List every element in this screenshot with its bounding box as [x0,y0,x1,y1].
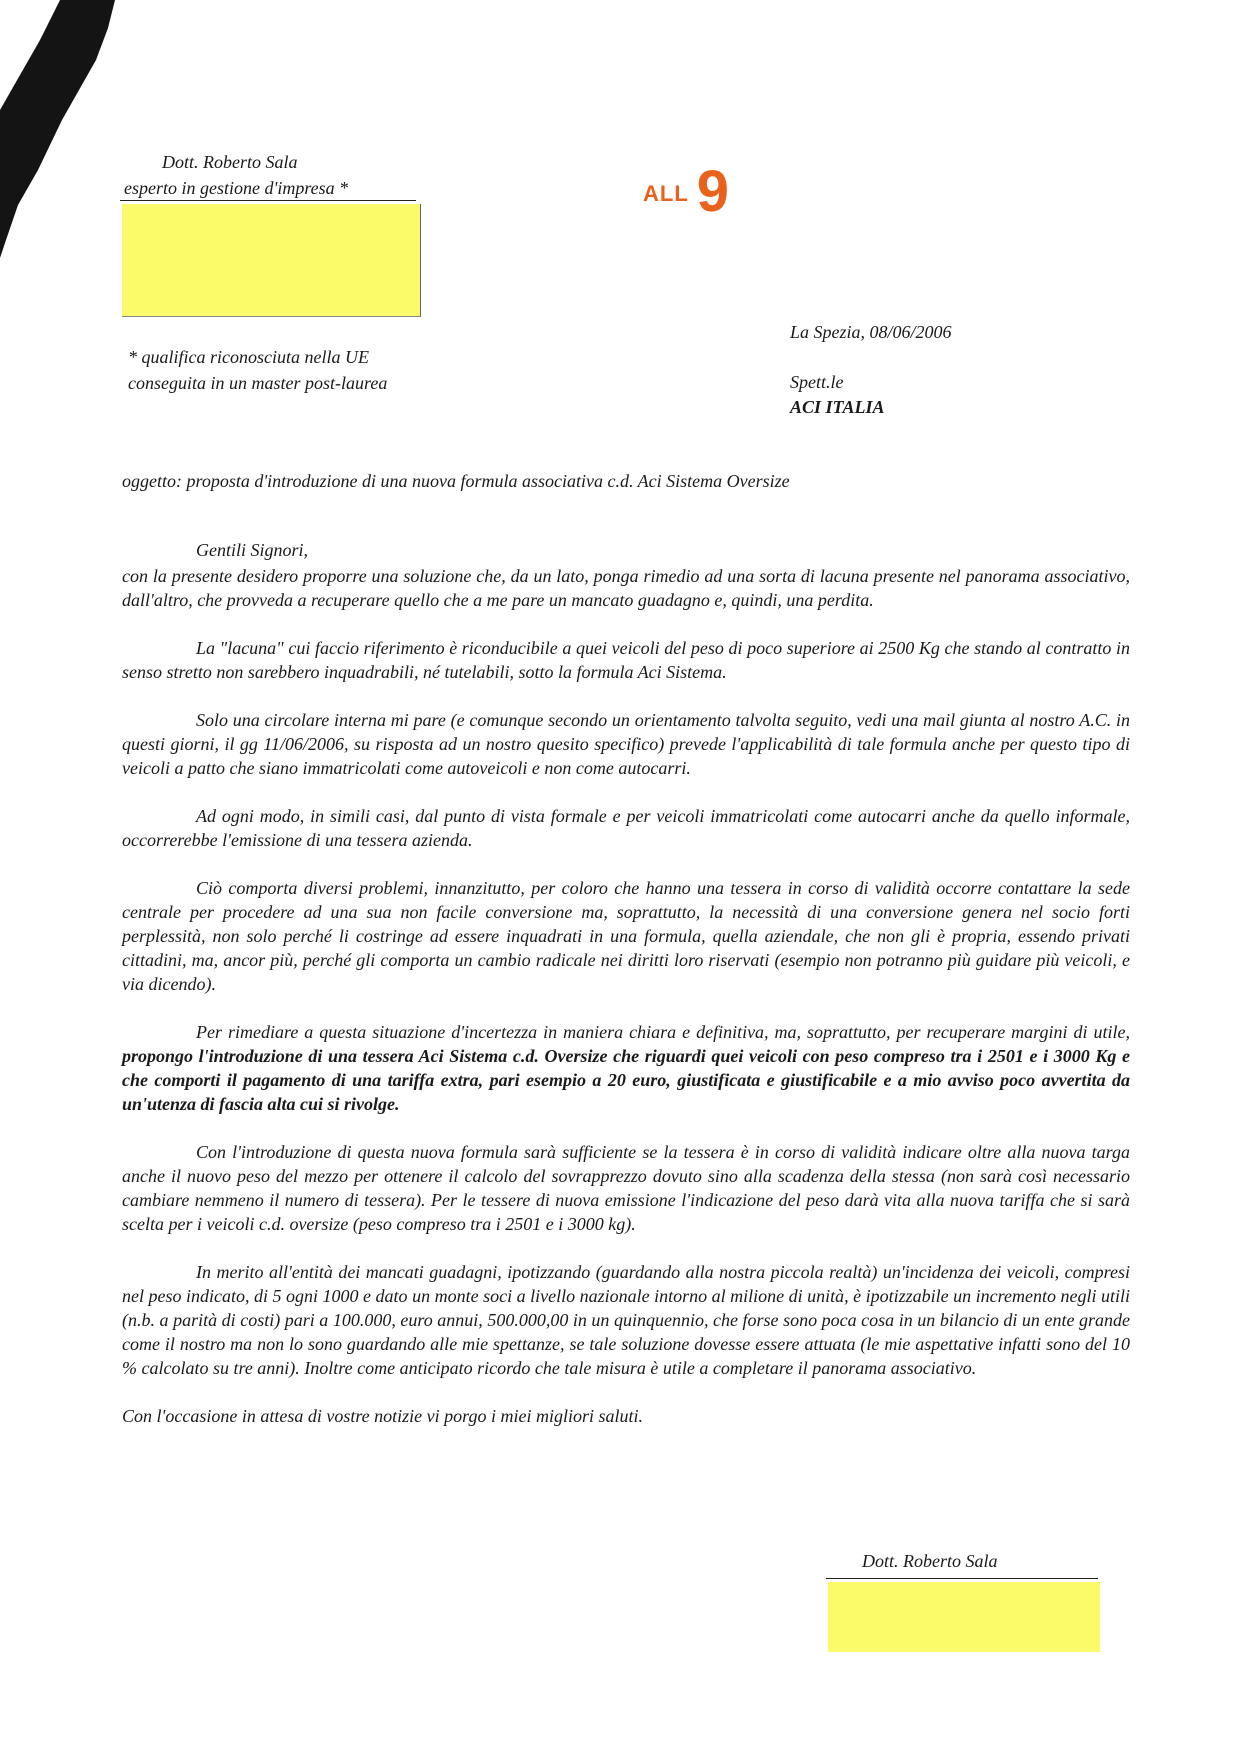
paragraph-1: con la presente desidero proporre una soluzione che, da un lato, ponga rimedio ad una sorta di lacuna presente nel panorama associativo, dall'altro, che provveda a recuperare quello che a me pare un mancato guadagno e, quindi, una perdita. [122,566,1130,610]
paragraph-8: In merito all'entità dei mancati guadagni, ipotizzando (guardando alla nostra piccola realtà) un'incidenza dei veicoli, compresi nel peso indicato, di 5 ogni 1000 e dato un monte soci a livello nazionale intorno al milione di unità, è ipotizzabile un incremento negli utili (n.b. a parità di costi) pari a 100.000, euro annui, 500.000,00 in un quinquennio, che forse sono poca cosa in un bilancio di un ente grande come il nostro ma non lo sono guardando alle mie spettanze, se tale soluzione dovesse essere attuata (le mie aspettative infatti sono del 10 % calcolato su tre anni). Inoltre come anticipato ricordo che tale misura è utile a completare il panorama associativo. [122,1262,1130,1378]
signature-name: Dott. Roberto Sala [862,1551,998,1571]
letter-body [122,564,1130,1452]
sender-underline [120,200,416,201]
recipient-name: ACI ITALIA [790,397,885,417]
paragraph-3: Solo una circolare interna mi pare (e comunque secondo un orientamento talvolta seguito, vedi una mail giunta al nostro A.C. in questi giorni, il gg 11/06/2006, su risposta ad un nostro quesito specifico) prevede l'applicabilità di tale formula anche per questo tipo di veicoli a patto che siano immatricolati come autoveicoli e non come autocarri. [122,710,1130,778]
signature-underline [826,1578,1098,1579]
qualifica-line-1: * qualifica riconosciuta nella UE [128,347,369,367]
sender-name: Dott. Roberto Sala [162,152,298,172]
annotation-stamp-number: 9 [696,159,731,224]
annotation-stamp-label: ALL [643,181,689,206]
redacted-address-block [122,204,421,317]
annotation-stamp [643,158,730,225]
closing-line: Con l'occasione in attesa di vostre notizie vi porgo i miei migliori saluti. [122,1406,643,1426]
subject-line: oggetto: proposta d'introduzione di una nuova formula associativa c.d. Aci Sistema Oversize [122,471,790,491]
greeting: Gentili Signori, [196,540,308,560]
sender-title: esperto in gestione d'impresa * [124,178,349,198]
paragraph-6 [122,1020,1130,1116]
paragraph-6-text: Per rimediare a questa situazione d'incertezza in maniera chiara e definitiva, ma, soprattutto, per recuperare margini di utile, [196,1022,1130,1042]
scan-edge-shadow [0,0,140,260]
qualifica-line-2: conseguita in un master post-laurea [128,373,388,393]
letter-date: La Spezia, 08/06/2006 [790,322,952,342]
redacted-signature [828,1582,1100,1652]
paragraph-4: Ad ogni modo, in simili casi, dal punto di vista formale e per veicoli immatricolati come autocarri anche da quello informale, occorrerebbe l'emissione di una tessera azienda. [122,806,1130,850]
qualifica-note [128,344,387,396]
spett-label: Spett.le [790,372,844,392]
paragraph-5: Ciò comporta diversi problemi, innanzitutto, per coloro che hanno una tessera in corso di validità occorre contattare la sede centrale per procedere ad una sua non facile conversione ma, soprattutto, la necessità di una conversione genera nel socio forti perplessità, non solo perché li costringe ad essere inquadrati in una formula, quella aziendale, che non gli è propria, essendo privati cittadini, ma, ancor più, perché gli comporta un cambio radicale nei diritti loro riservati (esempio non potranno più guidare più veicoli, e via dicendo). [122,878,1130,994]
paragraph-7: Con l'introduzione di questa nuova formula sarà sufficiente se la tessera è in corso di validità indicare oltre alla nuova targa anche il nuovo peso del mezzo per ottenere il calcolo del sovrapprezzo dovuto sino alla scadenza della stessa (non sarà così necessario cambiare nemmeno il numero di tessera). Per le tessere di nuova emissione l'indicazione del peso darà vita alla nuova tariffa che si sarà scelta per i veicoli c.d. oversize (peso compreso tra i 2501 e i 3000 kg). [122,1142,1130,1234]
paragraph-6-proposal: propongo l'introduzione di una tessera Aci Sistema c.d. Oversize che riguardi quei veicoli con peso compreso tra i 2501 e i 3000 Kg e che comporti il pagamento di una tariffa extra, pari esempio a 20 euro, giustificata e giustificabile e a mio avviso poco avvertita da un'utenza di fascia alta cui si rivolge. [122,1046,1130,1114]
paragraph-2: La "lacuna" cui faccio riferimento è riconducibile a quei veicoli del peso di poco superiore ai 2500 Kg che stando al contratto in senso stretto non sarebbero inquadrabili, né tutelabili, sotto la formula Aci Sistema. [122,638,1130,682]
